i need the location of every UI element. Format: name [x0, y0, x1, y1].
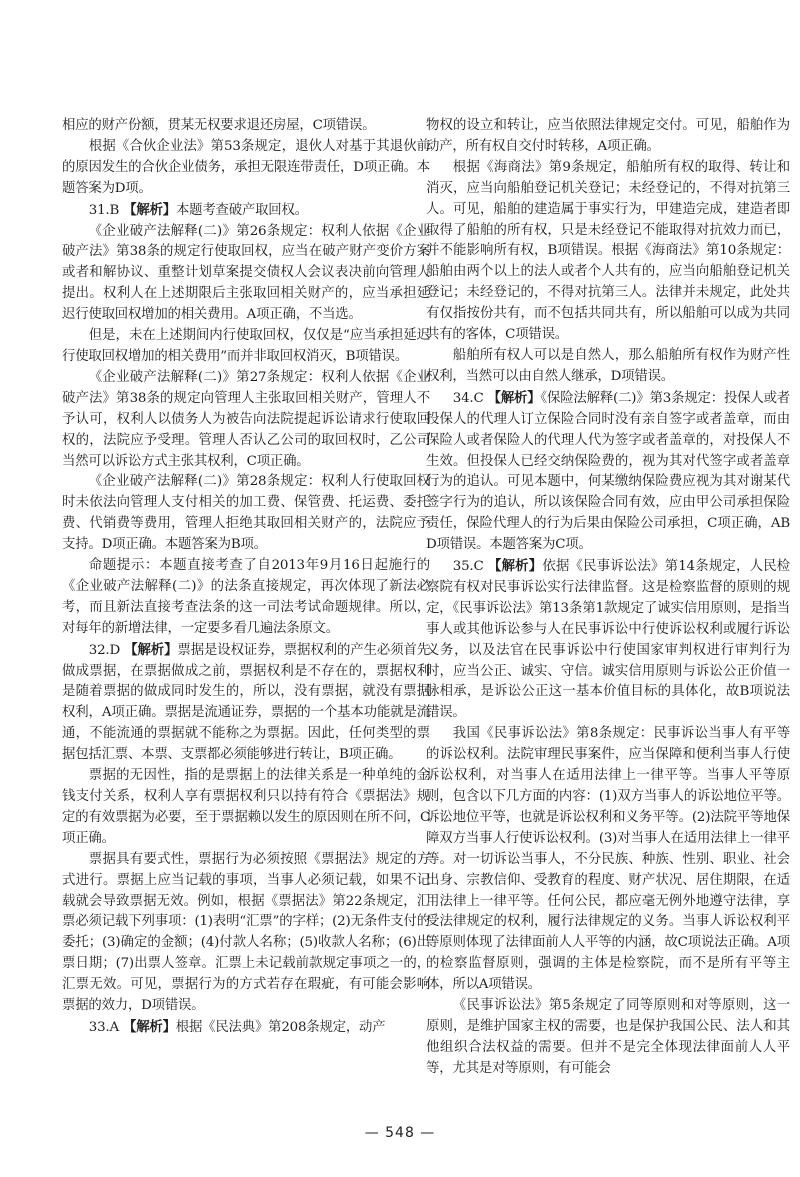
answer-item — [62, 200, 430, 222]
answer-number: 32.D — [88, 642, 125, 658]
paragraph — [62, 326, 430, 368]
right-column — [426, 116, 790, 1080]
answer-number: 31.B — [88, 202, 124, 218]
paragraph-text: 《民事诉讼法》第5条规定了同等原则和对等原则，这一原则，是维护国家主权的需要，也是保护我国公民、法人和其他组织合法权益的需要。但并不是完全体现法律面前人人平等，尤其是对等原则，有可能会 — [426, 998, 790, 1076]
paragraph — [62, 472, 430, 556]
answer-number: 33.A — [88, 1019, 124, 1035]
analysis-tag: 【解析】 — [124, 641, 178, 658]
answer-item — [62, 1017, 430, 1039]
analysis-tag: 【解析】 — [487, 389, 541, 406]
paragraph-text: 票据的无因性，指的是票据上的法律关系是一种单纯的金钱支付关系，权利人享有票据权利只以持有符合《票据法》规定的有效票据为必要，至于票据赖以发生的原因则在所不问，C项正确。 — [62, 768, 430, 846]
paragraph-text: 《保险法解释(二)》第3条规定：投保人或者投保人的代理人订立保险合同时没有亲自签字或者盖章，而由保险人或者保险人的代理人代为签字或者盖章的，对投保人不生效。但投保人已经交纳保险费的，视为其对代签字或者盖章行为的追认。可见本题中，何某缴纳保险费应视为其对谢某代签字行为的追认，所以该保险合同有效，应由甲公司承担保险责任，保险代理人的行为后果由保险公司承担，C项正确，ABD项错误。本题答案为C项。 — [426, 390, 790, 553]
paragraph-text: 相应的财产份额，贯某无权要求退还房屋，C项错误。 — [62, 118, 376, 133]
paragraph-text: 《企业破产法解释(二)》第28条规定：权利人行使取回权时未依法向管理人支付相关的加工费、保管费、托运费、委托费、代销费等费用，管理人拒绝其取回相关财产的，法院应予支持。D项正确。本题答案为B项。 — [62, 474, 430, 553]
paragraph-text: 根据《合伙企业法》第53条规定，退伙人对基于其退伙前的原因发生的合伙企业债务，承担无限连带责任，D项正确。本题答案为D项。 — [62, 138, 430, 196]
paragraph — [62, 137, 430, 200]
paragraph-text: 票据是设权证券，票据权利的产生必须首先做成票据，在票据做成之前，票据权利是不存在的，票据权利是随着票据的做成同时发生的，所以，没有票据，就没有票据权利，A项正确。票据是流通证券，票据的一个基本功能就是流通，不能流通的票据就不能称之为票据。因此，任何类型的票据包括汇票、本票、支票都必须能够进行转让，B项正确。 — [62, 642, 430, 763]
paragraph — [426, 996, 790, 1080]
answer-item — [62, 640, 430, 766]
page-number: — 548 — — [364, 1125, 436, 1141]
paragraph-text: 我国《民事诉讼法》第8条规定：民事诉讼当事人有平等的诉讼权利。法院审理民事案件，应当保障和便利当事人行使诉讼权利，对当事人在适用法律上一律平等。当事人平等原则，包含以下几方面的内容：(1)双方当事人的诉讼地位平等。诉讼地位平等，也就是诉讼权利和义务平等。(2)法院平等地保障双方当事人行使诉讼权利。(3)对当事人在适用法律上一律平等。对一切诉讼当事人，不分民族、种族、性别、职业、社会出身、宗教信仰、受教育的程度、财产状况、居住期限，在适用法律上一律平等。任何公民，都应毫无例外地遵守法律，享受法律规定的权利，履行法律规定的义务。当事人诉讼权利平等原则体现了法律面前人人平等的内涵，故C项说法正确。A项的检察监督原则，强调的主体是检察院，而不是所有平等主体，所以A项错误。 — [426, 726, 790, 993]
analysis-tag: 【解析】 — [123, 1018, 176, 1035]
paragraph-text: 根据《民法典》第208条规定，动产 — [175, 1019, 386, 1035]
paragraph — [62, 556, 430, 640]
paragraph-text: 命题提示：本题直接考查了自2013年9月16日起施行的《企业破产法解释(二)》的法条直接规定，再次体现了新法必考，而且新法直接考查法条的这一司法考试命题规律。所以，对每年的新增法律，一定要多看几遍法条原文。 — [62, 558, 430, 636]
paragraph-text: 物权的设立和转让，应当依照法律规定交付。可见，船舶作为动产，所有权自交付时转移，A项正确。 — [426, 118, 790, 154]
analysis-tag: 【解析】 — [123, 201, 176, 218]
paragraph-text: 本题考查破产取回权。 — [175, 202, 308, 218]
paragraph-text: 《企业破产法解释(二)》第27条规定：权利人依据《企业破产法》第38条的规定向管理人主张取回相关财产，管理人不予认可，权利人以债务人为被告向法院提起诉讼请求行使取回权的，法院应予受理。管理人否认乙公司的取回权时，乙公司当然可以诉讼方式主张其权利，C项正确。 — [62, 369, 430, 469]
paragraph-text: 但是，未在上述期间内行使取回权，仅仅是“应当承担延迟行使取回权增加的相关费用”而并非取回权消灭，B项错误。 — [62, 328, 430, 364]
paragraph — [62, 222, 430, 327]
paragraph — [62, 766, 430, 850]
paragraph-text: 票据具有要式性，票据行为必须按照《票据法》规定的方式进行。票据上应当记载的事项，当事人必须记载，如果不记载就会导致票据无效。例如，根据《票据法》第22条规定，汇票必须记载下列事项：(1)表明“汇票”的字样；(2)无条件支付的委托；(3)确定的金额；(4)付款人名称；(5)收款人名称；(6)出票日期；(7)出票人签章。汇票上未记载前款规定事项之一的，汇票无效。可见，票据行为的方式若存在瑕疵，有可能会影响票据的效力，D项错误。 — [62, 851, 430, 1014]
paragraph-text: 依据《民事诉讼法》第14条规定，人民检察院有权对民事诉讼实行法律监督。这是检察监督的原则的规定，《民事诉讼法》第13条第1款规定了诚实信用原则，是指当事人或其他诉讼参与人在民事诉讼中行使诉讼权利或履行诉讼义务，以及法官在民事诉讼中行使国家审判权进行审判行为时，应当公正、诚实、守信。诚实信用原则与诉讼公正价值一脉相承，是诉讼公正这一基本价值目标的具体化，故B项说法错误。 — [426, 559, 790, 721]
paragraph-text: 根据《海商法》第9条规定，船舶所有权的取得、转让和消灭，应当向船舶登记机关登记；未经登记的，不得对抗第三人。可见，船舶的建造属于事实行为，甲建造完成，建造者即取得了船舶的所有权，只是未经登记不能取得对抗效力而已，并不能影响所有权，B项错误。根据《海商法》第10条规定：船舶由两个以上的法人或者个人共有的，应当向船舶登记机关登记；未经登记的，不得对抗第三人。法律并未规定，此处共有仅指按份共有，而不包括共同共有，所以船舶可以成为共同共有的客体，C项错误。 — [426, 159, 790, 343]
answer-number: 35.C — [452, 559, 488, 575]
paragraph — [62, 850, 430, 1017]
analysis-tag: 【解析】 — [488, 558, 543, 575]
paragraph-text: 《企业破产法解释(二)》第26条规定：权利人依据《企业破产法》第38条的规定行使取回权，应当在破产财产变价方案或者和解协议、重整计划草案提交债权人会议表决前向管理人提出。权利人在上述期限后主张取回相关财产的，应当承担延迟行使取回权增加的相关费用。A项正确，不当选。 — [62, 223, 430, 323]
paragraph — [426, 724, 790, 996]
paragraph — [426, 116, 790, 158]
paragraph — [62, 116, 430, 137]
left-column — [62, 116, 430, 1039]
paragraph — [62, 368, 430, 473]
paragraph-text: 船舶所有权人可以是自然人，那么船舶所有权作为财产性权利，当然可以由自然人继承，D项错误。 — [426, 347, 790, 384]
answer-item — [426, 556, 790, 724]
answer-item — [426, 388, 790, 556]
answer-number: 34.C — [452, 390, 488, 406]
paragraph — [426, 346, 790, 388]
paragraph — [426, 158, 790, 346]
